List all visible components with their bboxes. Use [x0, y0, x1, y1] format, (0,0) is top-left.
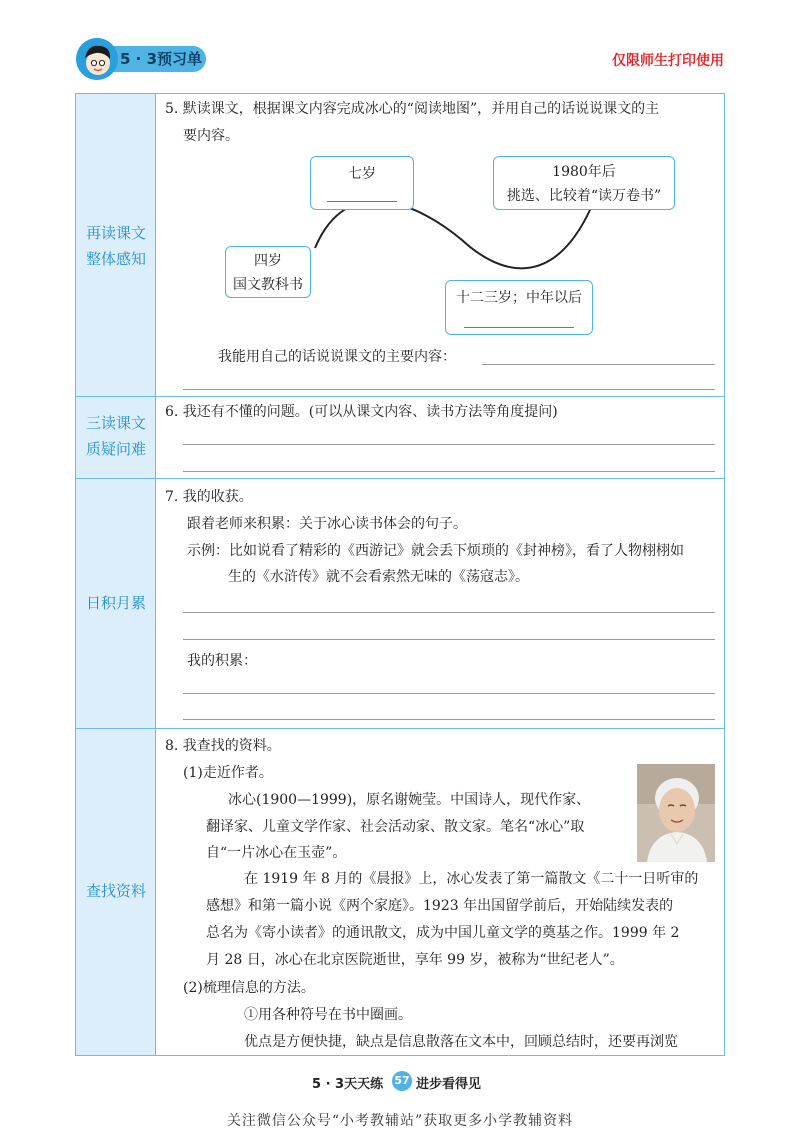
q8-p1-line1: 冰心(1900—1999)，原名谢婉莹。中国诗人，现代作家、: [228, 792, 591, 808]
map-box-age4: [225, 246, 311, 298]
map-box-age7: [310, 156, 414, 210]
map-age4-label: 四岁: [254, 253, 282, 269]
q5-summary-prompt: 我能用自己的话说说课文的主要内容：: [218, 349, 456, 365]
q8-title: 8. 我查找的资料。: [165, 738, 281, 754]
map-box-after1980: [493, 156, 675, 210]
answer-line[interactable]: [183, 693, 715, 694]
q8-sub2: (2)梳理信息的方法。: [183, 980, 315, 996]
section-question: [76, 410, 156, 462]
series-badge: 5 · 3预习单: [120, 50, 203, 68]
q8-method1: ①用各种符号在书中圈画。: [244, 1007, 412, 1023]
answer-line[interactable]: [183, 639, 715, 640]
q7-title: 7. 我的收获。: [165, 489, 253, 505]
map-after1980-text: 挑选、比较着“读万卷书”: [506, 188, 662, 204]
map-age7-label: 七岁: [348, 166, 376, 182]
q7-prompt: 跟着老师来积累：关于冰心读书体会的句子。: [187, 516, 467, 532]
q8-method1-note: 优点是方便快捷，缺点是信息散落在文本中，回顾总结时，还要再浏览: [244, 1034, 678, 1050]
blank-line[interactable]: [327, 201, 397, 202]
section-question-line1: 三读课文: [85, 414, 146, 432]
q8-sub1: (1)走近作者。: [183, 765, 273, 781]
map-age12-label: 十二三岁；中年以后: [456, 290, 582, 306]
bottom-note: 关注微信公众号“小考教辅站”获取更多小学教辅资料: [226, 1113, 574, 1129]
map-age4-text: 国文教科书: [233, 277, 303, 293]
footer-series: 5 · 3天天练: [312, 1077, 384, 1092]
q8-p2-line4: 月 28 日，冰心在北京医院逝世，享年 99 岁，被称为“世纪老人”。: [206, 952, 624, 968]
page-number: 57: [392, 1071, 412, 1091]
row-divider: [76, 728, 724, 729]
footer-slogan: 进步看得见: [416, 1077, 482, 1092]
q5-instruction-line2: 要内容。: [183, 128, 239, 144]
q8-p2-line1: 在 1919 年 8 月的《晨报》上，冰心发表了第一篇散文《二十一日听审的: [244, 871, 699, 887]
q7-example-line1: 示例：比如说看了精彩的《西游记》就会丢下烦琐的《封神榜》，看了人物栩栩如: [187, 543, 684, 559]
section-reread-line1: 再读课文: [85, 224, 146, 242]
q8-p1-line2: 翻译家、儿童文学作家、社会活动家、散文家。笔名“冰心”取: [206, 819, 585, 835]
q7-mine-label: 我的积累：: [187, 653, 257, 669]
row-divider: [76, 478, 724, 479]
blank-line[interactable]: [464, 327, 574, 328]
print-note: 仅限师生打印使用: [612, 53, 724, 69]
q7-example-line2: 生的《水浒传》就不会看索然无味的《荡寇志》。: [228, 569, 529, 585]
q5-instruction-line1: 5. 默读课文，根据课文内容完成冰心的“阅读地图”，并用自己的话说说课文的主: [165, 101, 660, 117]
section-accumulate: 日积月累: [85, 594, 146, 612]
section-research: 查找资料: [85, 882, 146, 900]
map-box-age12: [445, 280, 593, 335]
author-portrait: [637, 764, 715, 862]
q8-p2-line3: 总名为《寄小读者》的通讯散文，成为中国儿童文学的奠基之作。1999 年 2: [206, 925, 680, 941]
q8-p1-line3: 自“一片冰心在玉壶”。: [206, 845, 347, 861]
answer-line[interactable]: [482, 364, 715, 365]
q8-p2-line2: 感想》和第一篇小说《两个家庭》。1923 年出国留学前后，开始陆续发表的: [206, 898, 674, 914]
map-after1980-title: 1980年后: [552, 164, 616, 180]
section-question-line2: 质疑问难: [85, 440, 146, 458]
answer-line[interactable]: [183, 719, 715, 720]
answer-line[interactable]: [183, 389, 715, 390]
answer-line[interactable]: [183, 612, 715, 613]
answer-line[interactable]: [183, 471, 715, 472]
section-reread-line2: 整体感知: [85, 250, 146, 268]
q6-instruction: 6. 我还有不懂的问题。(可以从课文内容、读书方法等角度提问): [165, 404, 558, 420]
answer-line[interactable]: [183, 444, 715, 445]
